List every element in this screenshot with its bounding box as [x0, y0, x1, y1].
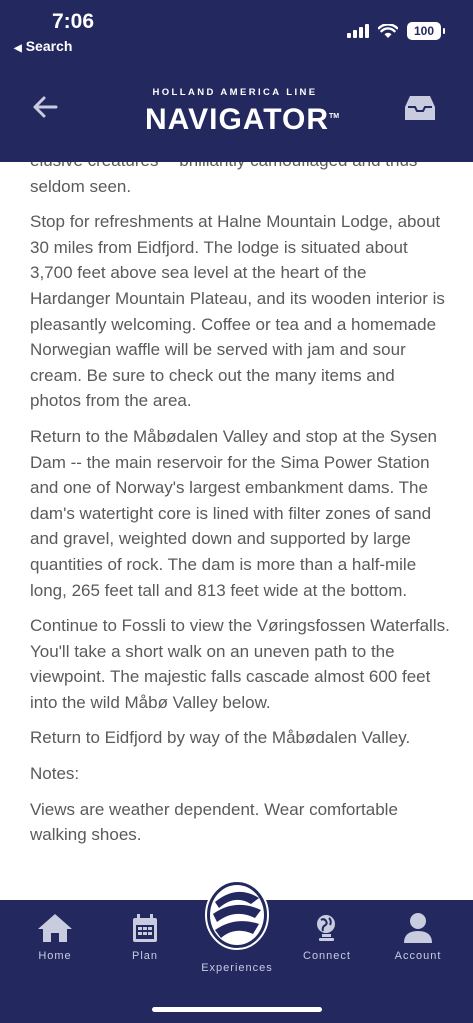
tab-home[interactable] — [15, 912, 95, 962]
tab-experiences-label[interactable]: Experiences — [201, 962, 273, 974]
status-time: 7:06 — [52, 10, 95, 33]
tab-home-label: Home — [38, 950, 72, 962]
tab-plan-label: Plan — [131, 950, 159, 962]
cellular-signal-icon — [347, 24, 369, 38]
inbox-icon[interactable] — [402, 93, 438, 123]
description-paragraph: Continue to Fossli to view the Vøringsfossen Waterfalls. You'll take a short walk on an uneven path to the viewpoint. The majestic falls cascade almost 600 feet into the wild Måbø Valley below. — [30, 616, 450, 712]
back-arrow-icon[interactable] — [30, 92, 60, 122]
home-indicator — [152, 1007, 322, 1012]
calendar-icon — [131, 912, 159, 944]
wifi-icon — [378, 24, 398, 39]
description-paragraph: Return to the Måbødalen Valley and stop at the Sysen Dam -- the main reservoir for the Sima Power Station and one of Norway's largest embankment dams. The dam's watertight core is lined with filter zones of sand and gravel, weighted down and supported by large quantities of rock. The dam is more than a half-mile long, 265 feet tall and 813 feet wide at the bottom. — [30, 426, 437, 600]
navigator-logo — [145, 87, 340, 138]
tab-connect[interactable] — [287, 912, 367, 962]
tab-account-label: Account — [394, 950, 442, 962]
app-header — [0, 0, 473, 162]
description-paragraph: Stop for refreshments at Halne Mountain Lodge, about 30 miles from Eidfjord. The lodge is situated about 3,700 feet above sea level at the heart of the Hardanger Mountain Plateau, and its wooden interior is pleasantly welcoming. Coffee or tea and a homemade Norwegian waffle will be served with jam and sour cream. Be sure to check out the many items and photos from the area. — [30, 212, 445, 411]
tab-plan[interactable] — [105, 912, 185, 962]
notes-text: Views are weather dependent. Wear comfortable walking shoes. — [30, 799, 398, 845]
excursion-description — [30, 148, 450, 858]
status-indicators — [347, 22, 441, 40]
experiences-ship-icon[interactable] — [205, 880, 269, 950]
notes-heading: Notes: — [30, 764, 80, 784]
person-icon — [402, 912, 434, 944]
logo-wordmark: NAVIGATOR™ — [145, 103, 340, 136]
globe-connect-icon — [313, 912, 341, 944]
logo-tagline: HOLLAND AMERICA LINE — [152, 87, 318, 98]
back-triangle-icon: ◀ — [14, 43, 22, 54]
home-icon — [36, 912, 74, 944]
status-back-link[interactable] — [14, 38, 72, 54]
description-paragraph: seldom seen. — [30, 176, 132, 196]
tab-account[interactable] — [378, 912, 458, 962]
status-back-label: Search — [25, 38, 73, 54]
battery-icon: 100 — [407, 22, 441, 40]
description-paragraph: Return to Eidfjord by way of the Måbødalen Valley. — [30, 728, 411, 748]
tab-connect-label: Connect — [303, 950, 351, 962]
